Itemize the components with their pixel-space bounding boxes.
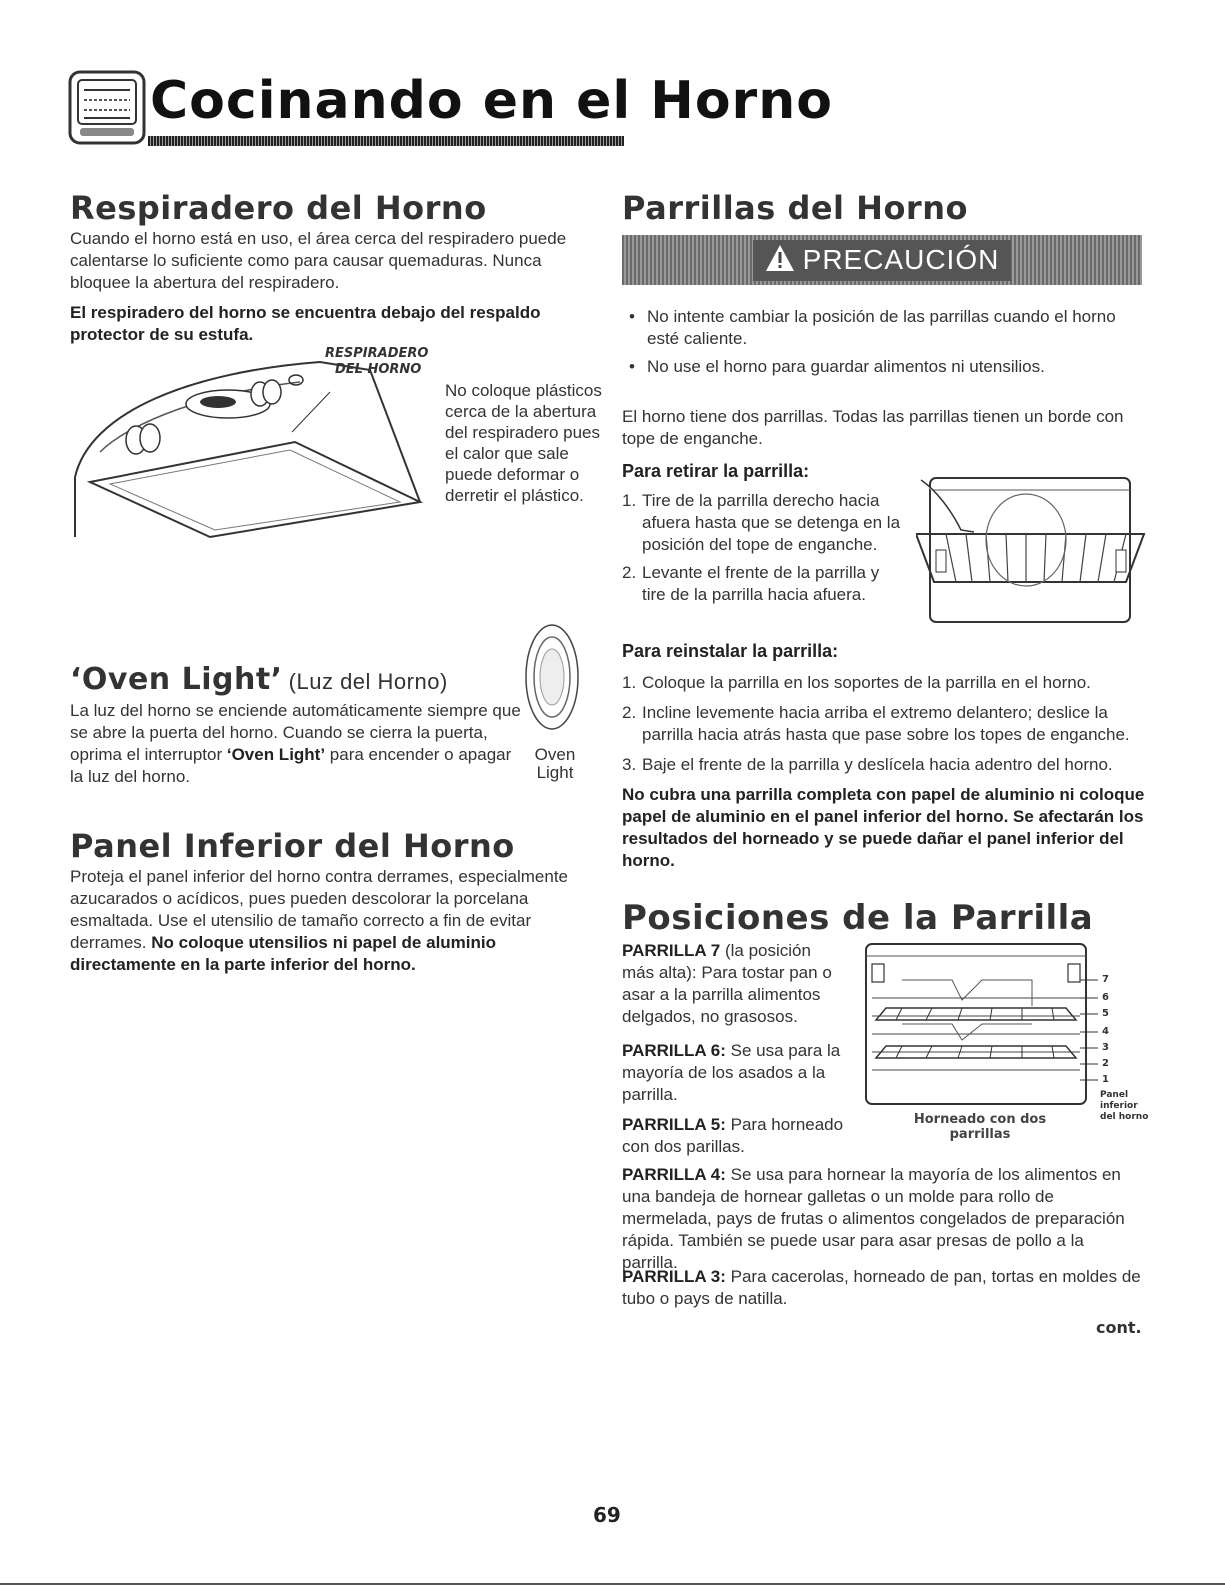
vent-figure-label-line2: DEL HORNO [335,362,422,377]
caution-bullets [625,306,1145,378]
bottom-panel-label-line: Panel [1100,1090,1129,1100]
racks-intro: El horno tiene dos parrillas. Todas las parrillas tienen un borde con tope de enganche. [622,407,1124,448]
position-5-text: Para horneado con dos parillas. [622,1115,844,1156]
vent-paragraph: Cuando el horno está en uso, el área cerca del respiradero puede calentarse lo suficiente como para causar quemaduras. Nunca bloquee la abertura del respiradero. [70,229,567,292]
position-4 [622,1164,1142,1274]
diagram-caption [880,1112,1080,1142]
rack-positions-diagram [862,940,1102,1110]
position-5 [622,1114,854,1158]
rack-number-labels [1102,972,1116,1088]
caution-bullet [625,356,1145,378]
rack-number: 4 [1102,1026,1109,1037]
step-text: Levante el frente de la parrilla y tire de la parrilla hacia afuera. [642,563,880,604]
step-number: 3. [622,755,637,774]
position-6 [622,1040,847,1106]
racks-heading: Parrillas del Horno [622,189,968,227]
step-text: Baje el frente de la parrilla y deslícela hacia adentro del horno. [642,755,1113,774]
bottom-panel-label-line: inferior [1100,1101,1138,1111]
rack-number: 6 [1102,992,1109,1003]
light-para-part1: La luz del horno se enciende automáticamente siempre que se abre la puerta del horno. Cuando se cierra la puerta, oprima el interruptor [70,701,521,764]
position-7-label: PARRILLA 7 [622,941,721,960]
caution-label: PRECAUCIÓN [802,244,1000,275]
bottom-panel-heading: Panel Inferior del Horno [70,827,515,865]
oven-light-label-1: Oven [534,745,576,764]
rack-number: 2 [1102,1058,1109,1069]
position-6-text: Se usa para la mayoría de los asados a la parrilla. [622,1041,841,1104]
caution-label-box [753,240,1012,281]
vent-bold-note: El respiradero del horno se encuentra debajo del respaldo protector de su estufa. [70,303,541,344]
list-item [622,490,902,556]
step-number: 1. [622,673,637,692]
positions-heading: Posiciones de la Parrilla [622,898,1094,938]
bullet-dot-icon: • [629,357,635,376]
caution-bullet [625,306,1145,350]
list-item [622,702,1142,746]
rack-number: 3 [1102,1042,1109,1053]
bottom-panel-label [1100,1090,1148,1123]
range-illustration [70,352,450,542]
light-heading [70,660,448,704]
position-3-label: PARRILLA 3: [622,1267,726,1286]
step-text: Incline levemente hacia arriba el extremo delantero; deslice la parrilla hacia atrás hasta que pase sobre los topes de enganche. [642,703,1130,744]
caution-banner [622,235,1142,285]
diagram-caption-line: parrillas [949,1127,1011,1142]
oven-light-label-2: Light [536,763,574,782]
position-3 [622,1266,1142,1310]
diagram-caption-line: Horneado con dos [913,1112,1047,1127]
oven-light-switch-icon [524,622,580,732]
step-text: Tire de la parrilla derecho hacia afuera hasta que se detenga en la posición del tope de enganche. [642,491,901,554]
bottom-panel-paragraph [70,866,570,976]
rack-number: 5 [1102,1008,1109,1019]
position-4-text: Se usa para hornear la mayoría de los alimentos en una bandeja de hornear galletas o un molde para rollo de mermelada, pays de frutas o alimentos congelados de preparación rápida. También se puede usar para asar presas de pollo a la parrilla. [622,1165,1125,1272]
caution-bullet-text: No use el horno para guardar alimentos ni utensilios. [647,357,1045,376]
continued-label: cont. [1096,1318,1142,1337]
page-title: Cocinando en el Horno [150,71,833,131]
position-7-text: (la posición más alta): Para tostar pan o asar a la parrilla alimentos delgados, no grasosos. [622,941,832,1026]
light-heading-main: ‘Oven Light’ [70,662,283,697]
vent-figure-label [325,346,428,378]
foil-warning: No cubra una parrilla completa con papel de aluminio ni coloque papel de aluminio en el panel inferior del horno. Se afectarán los resultados del horneado y se puede dañar el panel inferior del horno. [622,785,1145,870]
reinstall-rack-steps [622,672,1142,779]
list-item [622,672,1142,694]
bottom-panel-label-line: del horno [1100,1112,1149,1122]
remove-rack-heading: Para retirar la parrilla: [622,461,810,481]
warning-triangle-icon [765,244,795,277]
list-item [622,562,902,606]
light-heading-sub: (Luz del Horno) [288,669,448,694]
vent-figure-label-line1: RESPIRADERO [325,346,429,361]
vent-side-note: No coloque plásticos cerca de la abertura del respiradero pues el calor que sale puede deformar o derretir el plástico. [445,381,602,505]
position-7 [622,940,847,1028]
rack-number: 1 [1102,1074,1109,1085]
light-paragraph [70,700,525,788]
page-number: 69 [593,1503,621,1527]
step-number: 1. [622,491,637,510]
bottom-panel-para-bold: No coloque utensilios ni papel de aluminio directamente en la parte inferior del horno. [70,933,497,974]
position-6-label: PARRILLA 6: [622,1041,726,1060]
remove-rack-steps [622,490,902,609]
light-para-bold: ‘Oven Light’ [226,745,326,764]
step-number: 2. [622,563,637,582]
light-para-part2: para encender o apagar la luz del horno. [70,745,512,786]
bullet-dot-icon: • [629,307,635,326]
header-oven-icon [68,70,146,145]
position-5-label: PARRILLA 5: [622,1115,726,1134]
vent-heading: Respiradero del Horno [70,189,487,227]
rack-number: 7 [1102,974,1109,985]
reinstall-rack-heading: Para reinstalar la parrilla: [622,641,839,661]
oven-light-switch-label [530,746,580,782]
title-rule [148,136,624,146]
rack-removal-illustration [916,470,1146,625]
step-number: 2. [622,703,637,722]
caution-bullet-text: No intente cambiar la posición de las parrillas cuando el horno esté caliente. [647,307,1116,348]
list-item [622,754,1142,776]
step-text: Coloque la parrilla en los soportes de la parrilla en el horno. [642,673,1091,692]
position-4-label: PARRILLA 4: [622,1165,726,1184]
bottom-panel-para-text: Proteja el panel inferior del horno contra derrames, especialmente azucarados o acídicos, pues pueden descolorar la porcelana esmaltada. Use el utensilio de tamaño correcto a fin de evitar derrames. [70,867,568,952]
position-3-text: Para cacerolas, horneado de pan, tortas en moldes de tubo o pays de natilla. [622,1267,1141,1308]
